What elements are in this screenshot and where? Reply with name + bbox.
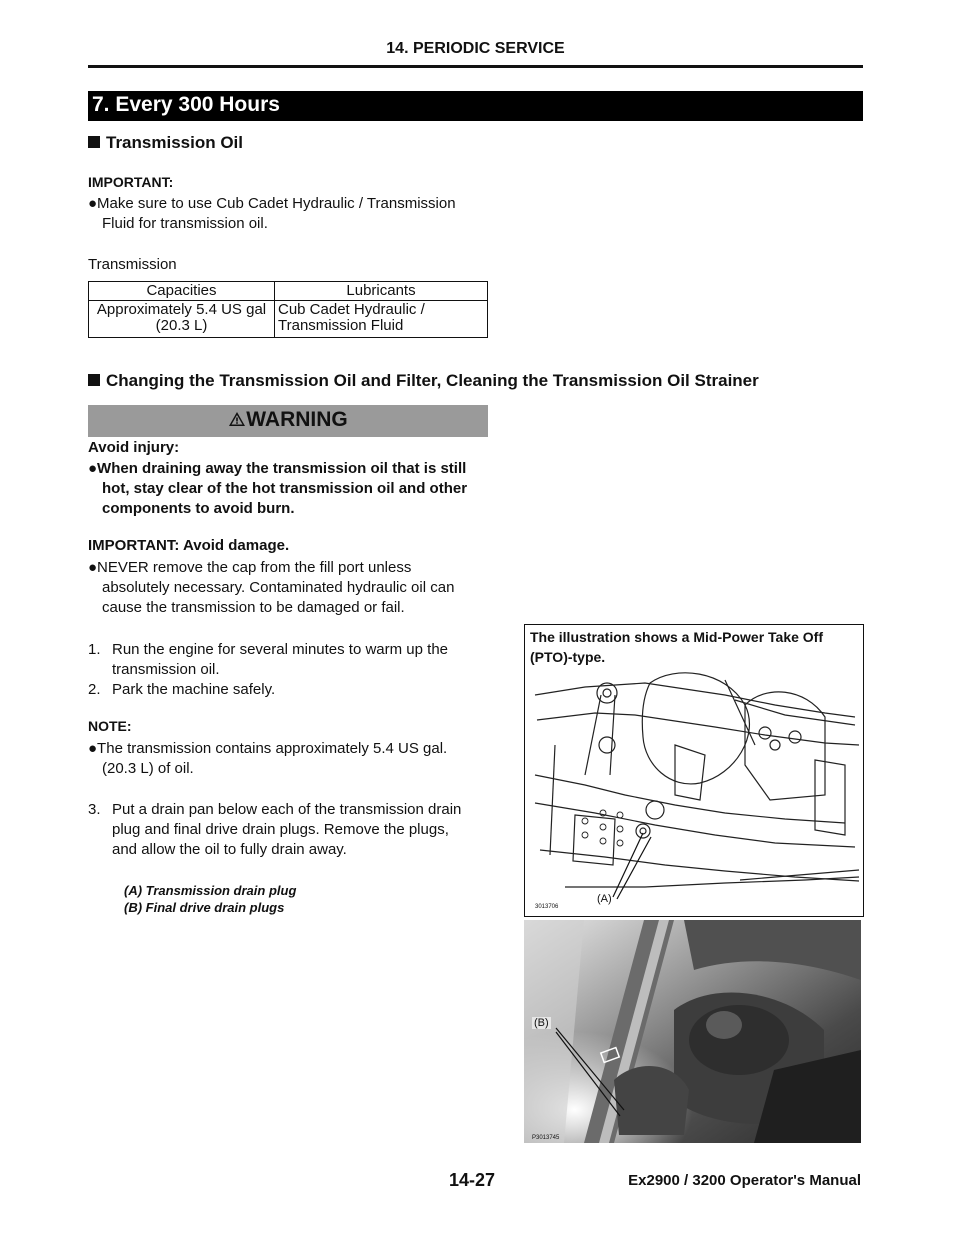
page-number: 14-27 [449, 1170, 496, 1190]
square-bullet-icon [88, 136, 100, 148]
section-title: 7. Every 300 Hours [92, 93, 280, 116]
running-header: 14. PERIODIC SERVICE [386, 40, 565, 57]
final-drive-photo [524, 920, 861, 1143]
important-note: ●Make sure to use Cub Cadet Hydraulic / Transmission Fluid for transmission oil. [88, 195, 456, 232]
label-b: (B) [534, 1017, 549, 1029]
header-rule [88, 65, 863, 68]
figure-captions [124, 882, 296, 916]
important-avoid-damage: IMPORTANT: Avoid damage. [88, 537, 290, 554]
changing-oil-heading: Changing the Transmission Oil and Filter, Cleaning the Transmission Oil Strainer [88, 371, 868, 391]
steps-list [88, 640, 498, 700]
table-title: Transmission [88, 256, 177, 273]
note-text: ●The transmission contains approximately 5.4 US gal. (20.3 L) of oil. [88, 740, 448, 777]
table-header-capacities: Capacities [89, 282, 275, 301]
caption-b: (B) Final drive drain plugs [124, 900, 285, 915]
step-3 [88, 800, 498, 860]
table-row [89, 301, 488, 338]
capacity-cell: Approximately 5.4 US gal (20.3 L) [89, 301, 275, 338]
avoid-injury-label: Avoid injury: [88, 439, 180, 456]
list-item: 3. Put a drain pan below each of the transmission drain plug and final drive drain plugs. Remove the plugs, and allow the oil to fully drain away. [88, 801, 462, 858]
injury-warning-text: ●When draining away the transmission oil that is still hot, stay clear of the hot transmission oil and other components to avoid burn. [88, 460, 468, 517]
photo-code: P3013745 [532, 1135, 560, 1141]
warning-label: WARNING [246, 408, 348, 431]
table-header-lubricants: Lubricants [275, 282, 488, 301]
transmission-line-drawing [525, 625, 863, 916]
figure-note: The illustration shows a Mid-Power Take Off (PTO)-type. [530, 629, 824, 665]
label-a: (A) [597, 893, 612, 905]
square-bullet-icon [88, 374, 100, 386]
damage-warning-text: ●NEVER remove the cap from the fill port unless absolutely necessary. Contaminated hydraulic oil can cause the transmission to be damaged or fail. [88, 559, 455, 616]
section-title-bar [88, 91, 863, 121]
list-item: 1. Run the engine for several minutes to warm up the transmission oil. [88, 641, 449, 678]
figure-code: 3013706 [535, 904, 559, 910]
illustration-figure [524, 624, 864, 917]
important-label: IMPORTANT: [88, 174, 174, 190]
lubricant-cell: Cub Cadet Hydraulic / Transmission Fluid [275, 301, 488, 338]
note-label: NOTE: [88, 718, 132, 734]
photo-depiction [524, 920, 861, 1143]
list-item: 2. Park the machine safely. [88, 681, 276, 698]
capacities-table [88, 281, 488, 338]
warning-triangle-icon [228, 411, 246, 427]
transmission-oil-heading: Transmission Oil [88, 133, 243, 153]
manual-title: Ex2900 / 3200 Operator's Manual [628, 1172, 861, 1189]
warning-banner [88, 405, 488, 437]
caption-a: (A) Transmission drain plug [124, 883, 297, 898]
